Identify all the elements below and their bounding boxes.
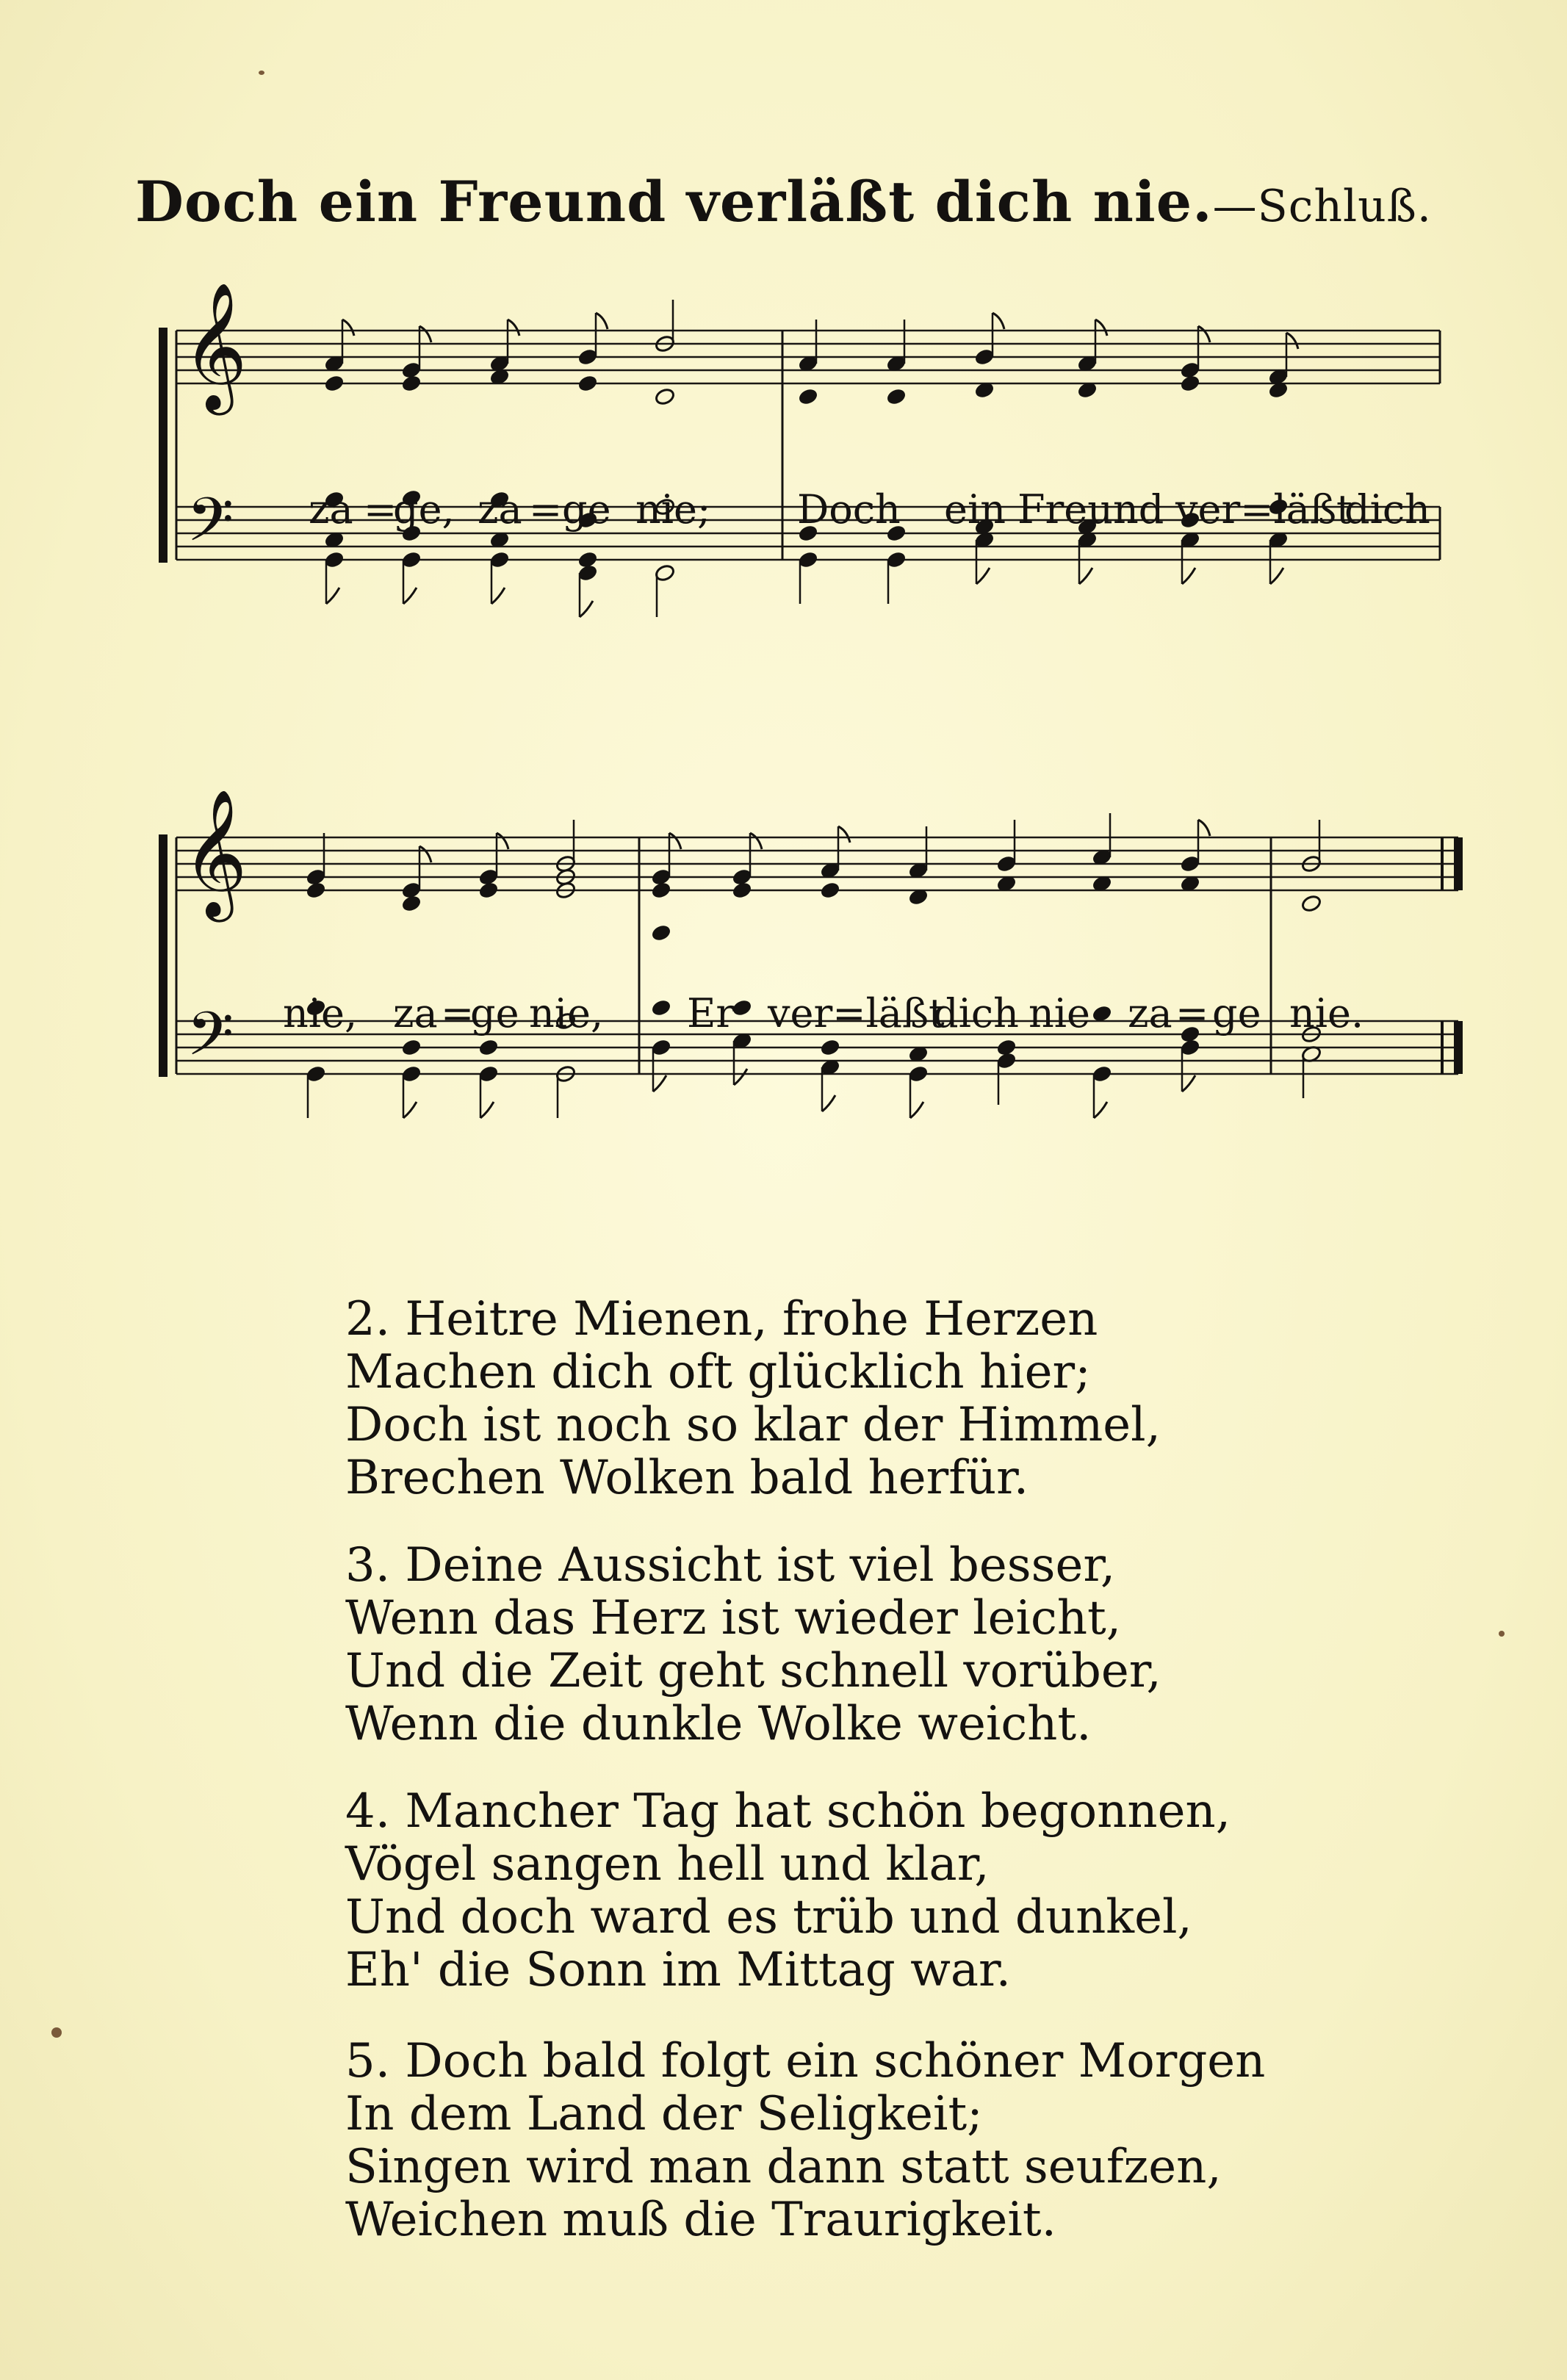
treble-note: [478, 881, 500, 900]
lyric-syllable: nie: [1029, 990, 1091, 1036]
stanza-line: Doch ist noch so klar der Himmel,: [345, 1398, 1161, 1452]
lyric-syllable: Er: [687, 990, 735, 1036]
treble-note: [732, 881, 753, 900]
stanza-line: In dem Land der Seligkeit;: [345, 2087, 983, 2141]
treble-note: [577, 374, 599, 393]
bass-note: [478, 1038, 500, 1057]
note-flag: [1198, 820, 1210, 836]
treble-note: [651, 923, 672, 942]
treble-note: [306, 881, 327, 900]
note-flag: [669, 833, 681, 849]
stanza-line: Wenn das Herz ist wieder leicht,: [345, 1591, 1122, 1645]
stanza-line: Und die Zeit geht schnell vorüber,: [345, 1644, 1161, 1698]
stanza-3: [345, 1539, 1161, 1750]
lyric-syllable: ver=läßt: [768, 990, 945, 1036]
lyric-syllable: za: [478, 486, 522, 533]
note-flag: [1095, 320, 1107, 336]
stanza-line: Weichen muß die Traurigkeit.: [345, 2193, 1056, 2247]
lyric-syllable: ge: [470, 990, 519, 1036]
note-flag: [838, 826, 850, 843]
note-flag: [1079, 568, 1092, 584]
lyric-syllable: ein: [944, 486, 1006, 533]
lyric-syllable: Doch: [797, 486, 901, 533]
note-flag: [491, 588, 505, 604]
note-flag: [580, 601, 593, 617]
bass-note: [401, 1038, 422, 1057]
note-flag: [910, 1102, 923, 1118]
note-flag: [993, 313, 1004, 329]
note-flag: [403, 588, 417, 604]
treble-note: [655, 387, 676, 406]
note-flag: [419, 326, 431, 342]
lyric-syllable: Freund: [1017, 486, 1164, 533]
note-flag: [822, 1095, 835, 1111]
note-flag: [653, 1075, 666, 1092]
lyric-syllable: za: [1128, 990, 1172, 1036]
stanza-4: [345, 1785, 1231, 1997]
stanza-2: [345, 1293, 1161, 1504]
lyric-syllable: za: [309, 486, 353, 533]
lyric-syllable: nie,: [529, 990, 604, 1036]
lyric-syllable: ver=läßt: [1175, 486, 1352, 533]
lyric-syllable: ge: [562, 486, 611, 533]
note-flag: [1270, 568, 1283, 584]
title-main: Doch ein Freund verläßt dich nie.: [135, 169, 1213, 234]
bass-clef-icon: 𝄢: [187, 998, 234, 1084]
lyric-syllable: dich: [1344, 486, 1430, 533]
lyric-syllable: nie;: [635, 486, 711, 533]
page-speck: [51, 2027, 62, 2038]
stanza-5: [345, 2035, 1265, 2246]
note-flag: [480, 1102, 494, 1118]
treble-note: [886, 387, 907, 406]
treble-clef-icon: 𝄞: [182, 282, 248, 410]
lyric-syllable: ge,: [393, 486, 455, 533]
lyric-syllable: =: [441, 990, 475, 1036]
stanza-line: Wenn die dunkle Wolke weicht.: [345, 1697, 1092, 1751]
page-speck: [1499, 1631, 1505, 1637]
treble-note: [798, 387, 819, 406]
treble-note: [1180, 374, 1201, 393]
page-title: [0, 169, 1567, 234]
note-flag: [596, 313, 608, 329]
stanza-line: 2. Heitre Mienen, frohe Herzen: [345, 1292, 1098, 1346]
page-speck: [259, 71, 264, 75]
note-flag: [1182, 1075, 1195, 1092]
note-flag: [976, 568, 990, 584]
treble-note: [1301, 894, 1322, 913]
stanza-line: 5. Doch bald folgt ein schöner Morgen: [345, 2034, 1266, 2088]
bass-note: [820, 1038, 841, 1057]
note-flag: [1198, 326, 1210, 342]
note-flag: [750, 833, 762, 849]
treble-clef-icon: 𝄞: [182, 789, 248, 917]
bass-clef-icon: 𝄢: [187, 484, 234, 570]
lyric-syllable: =: [1175, 990, 1209, 1036]
stanza-line: Machen dich oft glücklich hier;: [345, 1345, 1091, 1399]
note-flag: [326, 588, 339, 604]
lyric-syllable: ge: [1212, 990, 1261, 1036]
treble-note: [401, 374, 422, 393]
bass-note: [651, 998, 672, 1017]
stanza-line: Vögel sangen hell und klar,: [345, 1837, 990, 1892]
lyric-syllable: nie.: [1289, 990, 1364, 1036]
title-subtitle: —Schluß.: [1212, 181, 1432, 232]
lyric-syllable: dich: [933, 990, 1019, 1036]
lyric-syllable: =: [364, 486, 397, 533]
note-flag: [1182, 568, 1195, 584]
note-flag: [419, 846, 431, 862]
lyric-syllable: za: [393, 990, 438, 1036]
treble-note: [820, 881, 841, 900]
lyric-syllable: nie,: [283, 990, 358, 1036]
stanza-line: Singen wird man dann statt seufzen,: [345, 2140, 1222, 2194]
note-flag: [1286, 333, 1298, 349]
treble-note: [401, 894, 422, 913]
note-flag: [342, 320, 354, 336]
stanza-line: 3. Deine Aussicht ist viel besser,: [345, 1538, 1116, 1593]
note-flag: [497, 833, 508, 849]
note-flag: [508, 320, 519, 336]
stanza-line: Brechen Wolken bald herfür.: [345, 1451, 1029, 1505]
note-flag: [403, 1102, 417, 1118]
note-flag: [734, 1069, 747, 1085]
lyric-syllable: =: [529, 486, 563, 533]
stanza-line: 4. Mancher Tag hat schön begonnen,: [345, 1784, 1231, 1839]
treble-note: [324, 374, 345, 393]
stanza-line: Eh' die Sonn im Mittag war.: [345, 1943, 1011, 1997]
treble-note: [651, 881, 672, 900]
stanza-line: Und doch ward es trüb und dunkel,: [345, 1890, 1192, 1944]
note-flag: [1094, 1102, 1107, 1118]
